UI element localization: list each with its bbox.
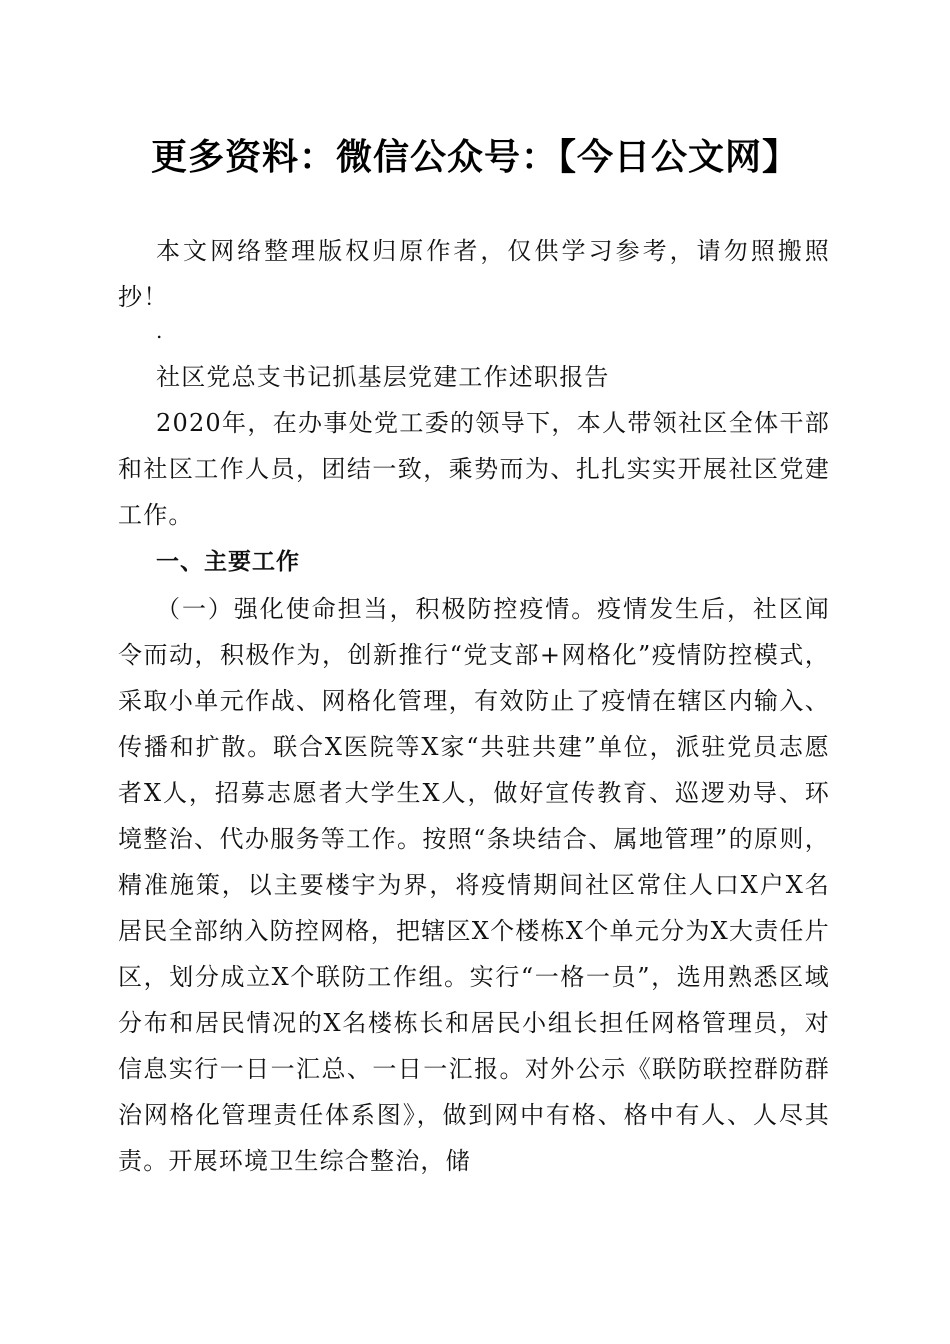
- section-heading-main-work: 一、主要工作: [156, 549, 300, 575]
- document-title: 社区党总支书记抓基层党建工作述职报告: [156, 363, 610, 391]
- copyright-notice: 本文网络整理版权归原作者，仅供学习参考，请勿照搬照抄！: [118, 237, 830, 311]
- intro-paragraph: 2020年，在办事处党工委的领导下，本人带领社区全体干部和社区工作人员，团结一致，乘势而为、扎扎实实开展社区党建工作。: [118, 409, 830, 529]
- document-body: [118, 228, 830, 1184]
- paragraph-epidemic-control: （一）强化使命担当，积极防控疫情。疫情发生后，社区闻令而动，积极作为，创新推行“党支部+网格化”疫情防控模式，采取小单元作战、网格化管理，有效防止了疫情在辖区内输入、传播和扩散。联合X医院等X家“共驻共建”单位，派驻党员志愿者X人，招募志愿者大学生X人，做好宣传教育、巡逻劝导、环境整治、代办服务等工作。按照“条块结合、属地管理”的原则，精准施策，以主要楼宇为界，将疫情期间社区常住人口X户X名居民全部纳入防控网格，把辖区X个楼栋X个单元分为X大责任片区，划分成立X个联防工作组。实行“一格一员”，选用熟悉区域分布和居民情况的X名楼栋长和居民小组长担任网格管理员，对信息实行一日一汇总、一日一汇报。对外公示《联防联控群防群治网格化管理责任体系图》，做到网中有格、格中有人、人尽其责。开展环境卫生综合整治，储: [118, 595, 830, 1175]
- promo-header-title: 更多资料：微信公众号：【今日公文网】: [150, 137, 799, 178]
- notice-dot: .: [156, 319, 163, 343]
